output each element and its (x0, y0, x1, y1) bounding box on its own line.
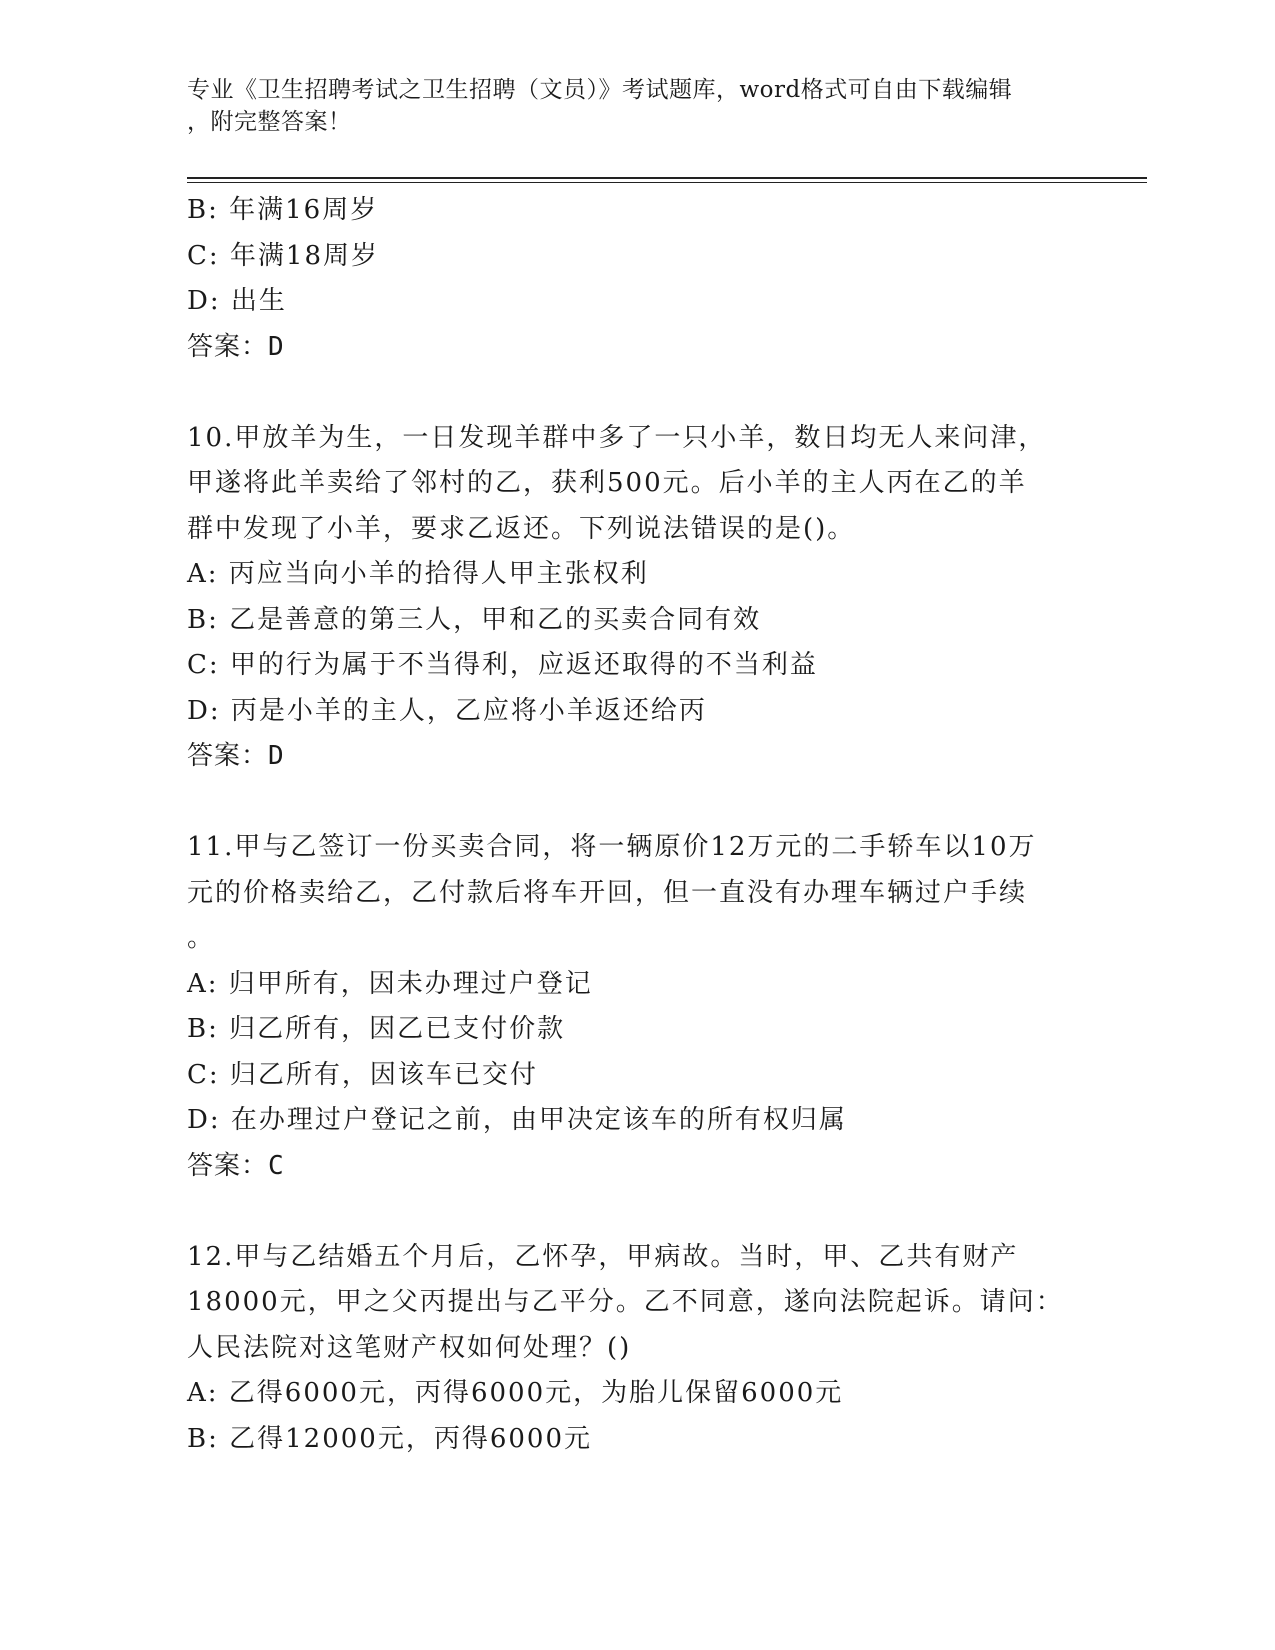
answer-value: D (268, 331, 285, 362)
option-line: B: 归乙所有，因乙已支付价款 (187, 1014, 566, 1044)
answer-line (187, 734, 1087, 780)
spacer (187, 780, 1087, 826)
question-block-12 (187, 1235, 1087, 1463)
answer-line (187, 325, 1087, 371)
option-line: B: 年满16周岁 (187, 195, 379, 225)
question-text-line: 10.甲放羊为生，一日发现羊群中多了一只小羊，数日均无人来问津， (187, 422, 1047, 453)
option-line: C: 甲的行为属于不当得利，应返还取得的不当利益 (187, 650, 818, 680)
answer-label: 答案： (187, 331, 269, 362)
option-line: B: 乙是善意的第三人，甲和乙的买卖合同有效 (187, 604, 762, 635)
question-text-line: 群中发现了小羊，要求乙返还。下列说法错误的是()。 (187, 513, 856, 544)
header-line-2: ，附完整答案！ (187, 109, 352, 135)
question-text-line: 。 (187, 923, 216, 953)
prev-question-block (187, 188, 1087, 370)
question-text-line: 12.甲与乙结婚五个月后，乙怀孕，甲病故。当时，甲、乙共有财产 (187, 1241, 1019, 1272)
spacer (187, 1189, 1087, 1235)
answer-value: C (268, 1150, 285, 1181)
document-header (187, 74, 1067, 138)
option-line: C: 归乙所有，因该车已交付 (187, 1059, 538, 1090)
answer-label: 答案： (187, 1150, 269, 1181)
option-line: C: 年满18周岁 (187, 240, 380, 271)
question-text-line: 人民法院对这笔财产权如何处理？() (187, 1332, 632, 1363)
header-divider-thick (187, 177, 1147, 179)
header-line-1: 专业《卫生招聘考试之卫生招聘（文员）》考试题库，word格式可自由下载编辑 (187, 77, 1013, 103)
question-block-11 (187, 825, 1087, 1189)
option-line: A: 归甲所有，因未办理过户登记 (187, 968, 593, 999)
option-line: A: 丙应当向小羊的拾得人甲主张权利 (187, 559, 649, 589)
question-text-line: 18000元，甲之父丙提出与乙平分。乙不同意，遂向法院起诉。请问： (187, 1287, 1064, 1317)
option-line: D: 在办理过户登记之前，由甲决定该车的所有权归属 (187, 1105, 847, 1135)
question-text-line: 11.甲与乙签订一份买卖合同，将一辆原价12万元的二手轿车以10万 (187, 832, 1037, 862)
option-line: A: 乙得6000元，丙得6000元，为胎儿保留6000元 (187, 1378, 844, 1408)
question-block-10 (187, 416, 1087, 780)
spacer (187, 370, 1087, 416)
option-line: D: 出生 (187, 286, 287, 316)
question-content (187, 188, 1087, 1462)
question-text-line: 元的价格卖给乙，乙付款后将车开回，但一直没有办理车辆过户手续 (187, 877, 1028, 908)
answer-line (187, 1144, 1087, 1190)
header-divider-thin (187, 182, 1147, 183)
question-text-line: 甲遂将此羊卖给了邻村的乙，获利500元。后小羊的主人丙在乙的羊 (187, 468, 1027, 498)
answer-value: D (268, 741, 285, 771)
answer-label: 答案： (187, 741, 269, 771)
option-line: B: 乙得12000元，丙得6000元 (187, 1423, 593, 1454)
option-line: D: 丙是小羊的主人，乙应将小羊返还给丙 (187, 695, 707, 726)
